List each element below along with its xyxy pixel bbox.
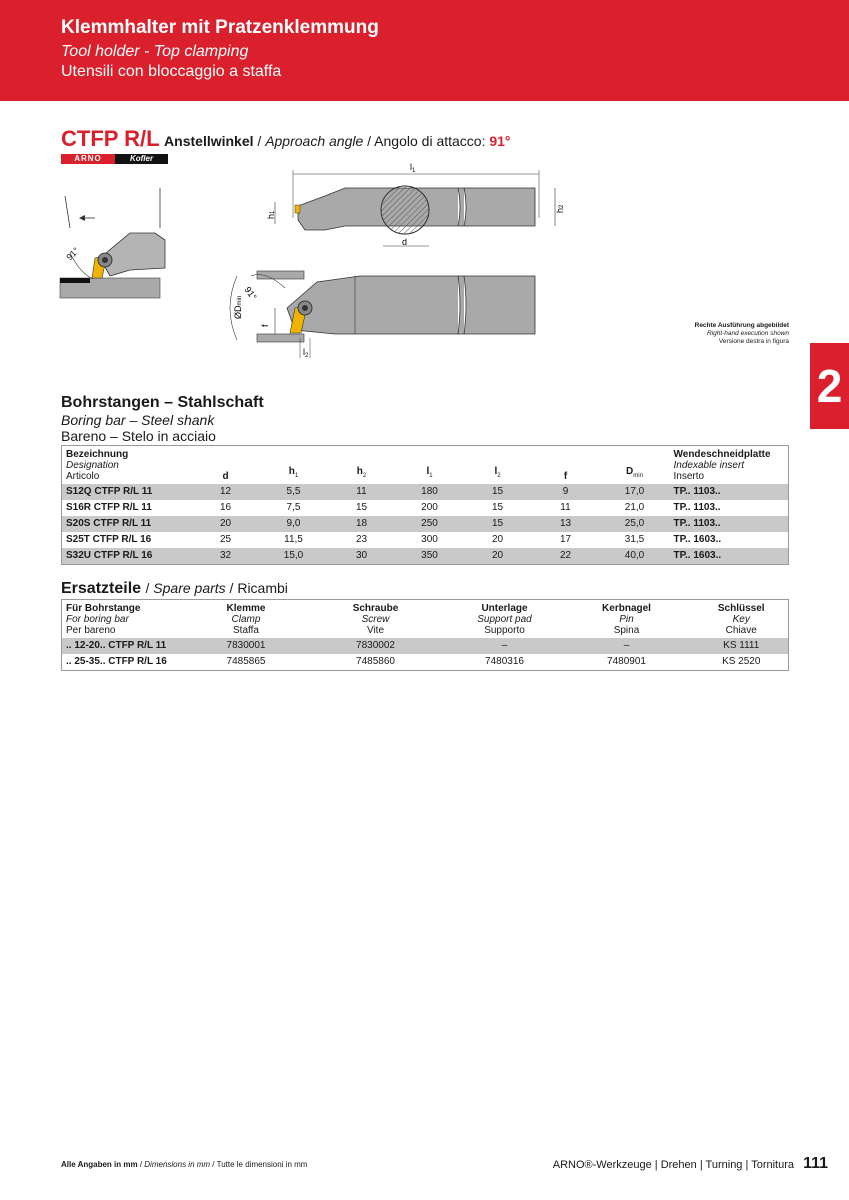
col-h1: $h_1$ [288,466,299,479]
dim-dmin-label: ØDmin [233,295,243,319]
arno-logo: ARNO [61,154,115,164]
col-d: d [222,471,229,482]
execution-note [695,322,789,346]
table-row: S20S CTFP R/L 11 20 9,0 18 250 15 13 25,0 TP.. 1103.. [62,516,789,532]
table-row: S16R CTFP R/L 11 16 7,5 15 200 15 11 21,0 TP.. 1103.. [66,502,721,513]
col-f: f [563,471,568,482]
col-dmin: $D_{min}$ [626,466,643,479]
spare-section-heading: Ersatzteile / Spare parts / Ricambi [61,580,288,597]
product-title: CTFP R/L Anstellwinkel / Approach angle / Angolo di attacco: 91° [61,126,511,151]
execution-note-de: Rechte Ausführung abgebildet [694,322,789,329]
execution-note-en: Right-hand execution shown [706,330,789,337]
angle-label-it: Angolo di attacco: [374,133,486,149]
table-header-row [62,446,789,485]
angle-label-en: Approach angle [265,133,364,149]
boring-section-it: Bareno – Stelo in acciaio [61,428,216,444]
table-row: S25T CTFP R/L 16 25 11,5 23 300 20 17 31,5 TP.. 1603.. [66,534,722,545]
table-header-row [62,600,789,639]
boring-bar-table [61,445,789,565]
table-row: S12Q CTFP R/L 11 12 5,5 11 180 15 9 17,0 TP.. 1103.. [62,484,789,500]
col-pin: Kerbnagel Pin Spina [602,603,651,636]
dim-h2-label: h2 [555,204,565,213]
angle-value: 91° [489,133,511,149]
footer-units-note: Alle Angaben in mm / Dimensions in mm / Tutte le dimensioni in mm [61,1160,308,1169]
col-screw: Schraube Screw Vite [352,603,399,636]
col-insert: Wendeschneidplatte Indexable insert Inserto [673,449,771,482]
spare-section-title: Ersatzteile [61,580,142,597]
spare-section-en: Spare parts [153,580,226,596]
spare-section-it: Ricambi [237,580,288,596]
page-title: Klemmhalter mit Pratzenklemmung [61,17,379,38]
dim-l2-label: $l_2$ [303,347,309,359]
col-designation: Bezeichnung Designation Articolo [66,449,129,482]
dim-d-label: d [402,237,408,247]
footer-nav [553,1155,828,1173]
technical-drawing [55,158,575,363]
chapter-tab: 2 [810,343,849,429]
angle-label-de: Anstellwinkel [164,133,254,149]
col-l2: $l_2$ [494,466,501,479]
col-key: Schlüssel Key Chiave [717,603,765,636]
boring-section-heading [61,393,264,444]
col-support-pad: Unterlage Support pad Supporto [477,603,532,636]
col-clamp: Klemme Clamp Staffa [226,603,266,636]
boring-section-title: Bohrstangen – Stahlschaft [61,394,264,411]
dim-h1-label: h1 [266,210,276,219]
spare-parts-table [61,599,789,671]
page-number: 111 [803,1155,828,1172]
execution-note-it: Versione destra in figura [718,338,789,345]
kofler-logo: Kofler [115,154,168,164]
col-l1: $l_1$ [426,466,433,479]
table-row: .. 25-35.. CTFP R/L 16 7485865 7485860 7480316 7480901 KS 2520 [66,656,761,667]
product-code: CTFP R/L [61,126,160,151]
boring-section-en: Boring bar – Steel shank [61,412,215,428]
page-header [0,0,849,101]
top-angle-label: 91° [242,284,259,302]
dim-f-label: f [260,324,270,327]
col-h2: $h_2$ [356,466,367,479]
page-subtitle-it: Utensili con bloccaggio a staffa [61,63,282,80]
table-row: S32U CTFP R/L 16 32 15,0 30 350 20 22 40,0 TP.. 1603.. [62,548,789,565]
page-subtitle-en: Tool holder - Top clamping [61,43,249,60]
footer-breadcrumb: ARNO®-Werkzeuge | Drehen | Turning | Tornitura [552,1159,794,1171]
top-view [230,271,535,359]
table-row: .. 12-20.. CTFP R/L 11 7830001 7830002 – – KS 1111 [62,638,789,654]
detail-angle-label: 91° [64,245,82,263]
side-view [266,162,565,247]
col-for-boring-bar: Für Bohrstange For boring bar Per bareno [66,603,141,636]
insert-detail-view [60,188,165,298]
dim-l1-label: $l_1$ [410,162,416,174]
